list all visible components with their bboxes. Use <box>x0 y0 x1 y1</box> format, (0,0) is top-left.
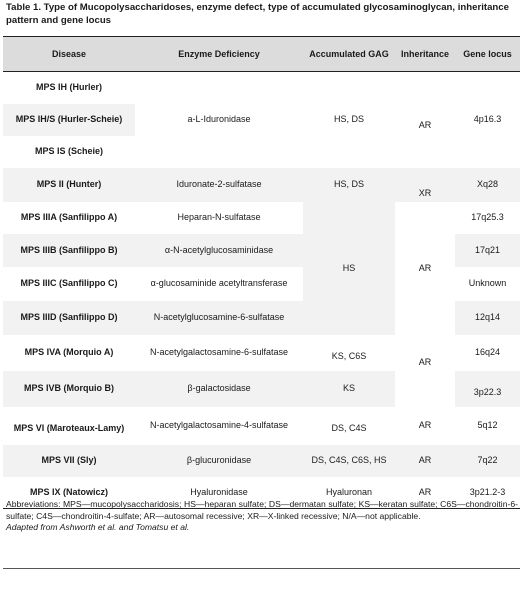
table-row <box>3 335 520 371</box>
disease-cell: MPS IS (Scheie) <box>3 136 135 168</box>
locus-cell: 12q14 <box>455 301 520 335</box>
header-gag: Accumulated GAG <box>303 37 395 72</box>
enzyme-cell: α-N-acetylglucosaminidase <box>135 234 303 267</box>
bottom-divider <box>3 568 520 569</box>
gag-cell: HS, DS <box>303 72 395 168</box>
enzyme-cell: α-glucosaminide acetyltransferase <box>135 267 303 301</box>
gag-cell: DS, C4S <box>331 423 367 433</box>
disease-cell: MPS II (Hunter) <box>36 179 102 189</box>
abbreviations-note: Abbreviations: MPS—mucopolysaccharidosis; HS—heparan sulfate; DS—dermatan sulfate; KS—keratan sulfate; C6S—chondroitin-6-sulfate; C4S—chondroitin-4-sulfate; AR—autosomal recessive; XR—X-linked recessive; N/A—not applicable. <box>6 499 518 521</box>
gag-cell: KS <box>342 383 355 393</box>
disease-cell: MPS IVB (Morquio B) <box>24 383 114 393</box>
table-row <box>3 168 520 202</box>
gag-cell: DS, C4S, C6S, HS <box>311 455 387 465</box>
table-row <box>3 445 520 477</box>
mps-table <box>3 36 520 509</box>
gag-cell: HS, DS <box>333 179 364 189</box>
locus-cell: 3p22.3 <box>473 387 502 397</box>
inheritance-cell: XR <box>418 188 432 198</box>
enzyme-cell: N-acetylglucosamine-6-sulfatase <box>135 301 303 335</box>
disease-cell: MPS IIIA (Sanfilippo A) <box>3 202 135 234</box>
table-header-row <box>3 37 520 72</box>
locus-cell: 3p21.2-3 <box>455 477 520 509</box>
header-enzyme: Enzyme Deficiency <box>135 37 303 72</box>
locus-cell: 4p16.3 <box>455 72 520 168</box>
locus-cell: 5q12 <box>477 420 498 430</box>
enzyme-cell: Iduronate-2-sulfatase <box>176 179 262 189</box>
locus-cell: 7q22 <box>477 455 498 465</box>
disease-cell: MPS IIIB (Sanfilippo B) <box>3 234 135 267</box>
disease-cell: MPS IVA (Morquio A) <box>3 335 135 371</box>
locus-cell: 17q25.3 <box>455 202 520 234</box>
inheritance-cell: AR <box>395 202 455 335</box>
enzyme-cell: Hyaluronidase <box>135 477 303 509</box>
enzyme-cell: N-acetylgalactosamine-6-sulfatase <box>135 335 303 371</box>
locus-cell: Xq28 <box>476 179 499 189</box>
disease-cell: MPS VII (Sly) <box>41 455 97 465</box>
source-note: Adapted from Ashworth et al. and Tomatsu et al. <box>6 522 190 532</box>
inheritance-cell: AR <box>395 477 455 509</box>
enzyme-cell: a-L-Iduronidase <box>135 72 303 168</box>
locus-cell: 17q21 <box>455 234 520 267</box>
disease-cell: MPS IH/S (Hurler-Scheie) <box>3 104 135 136</box>
enzyme-cell: β-galactosidase <box>187 383 251 393</box>
table-caption: Table 1. Type of Mucopolysaccharidoses, enzyme defect, type of accumulated glycosaminoglycan, inheritance pattern and gene locus <box>6 2 509 26</box>
inheritance-cell: AR <box>418 455 432 465</box>
enzyme-cell: N-acetylgalactosamine-4-sulfatase <box>149 420 289 430</box>
header-locus: Gene locus <box>455 37 520 72</box>
header-disease: Disease <box>3 37 135 72</box>
gag-cell: KS, C6S <box>303 335 395 371</box>
gag-cell: Hyaluronan <box>303 477 395 509</box>
table-row <box>3 407 520 445</box>
disease-cell: MPS IIIC (Sanfilippo C) <box>3 267 135 301</box>
disease-cell: MPS VI (Maroteaux-Lamy) <box>13 423 125 433</box>
enzyme-cell: Heparan-N-sulfatase <box>135 202 303 234</box>
enzyme-cell: β-glucuronidase <box>186 455 252 465</box>
inheritance-cell: AR <box>395 72 455 168</box>
disease-cell: MPS IH (Hurler) <box>3 72 135 104</box>
gag-cell: HS <box>303 202 395 335</box>
disease-cell: MPS IX (Natowicz) <box>3 477 135 509</box>
inheritance-cell: AR <box>395 335 455 407</box>
table-row <box>3 202 520 234</box>
header-inheritance: Inheritance <box>395 37 455 72</box>
table-footnote <box>6 499 518 534</box>
locus-cell: 16q24 <box>455 335 520 371</box>
inheritance-cell: AR <box>418 420 432 430</box>
locus-cell: Unknown <box>455 267 520 301</box>
table-row <box>3 72 520 104</box>
disease-cell: MPS IIID (Sanfilippo D) <box>3 301 135 335</box>
